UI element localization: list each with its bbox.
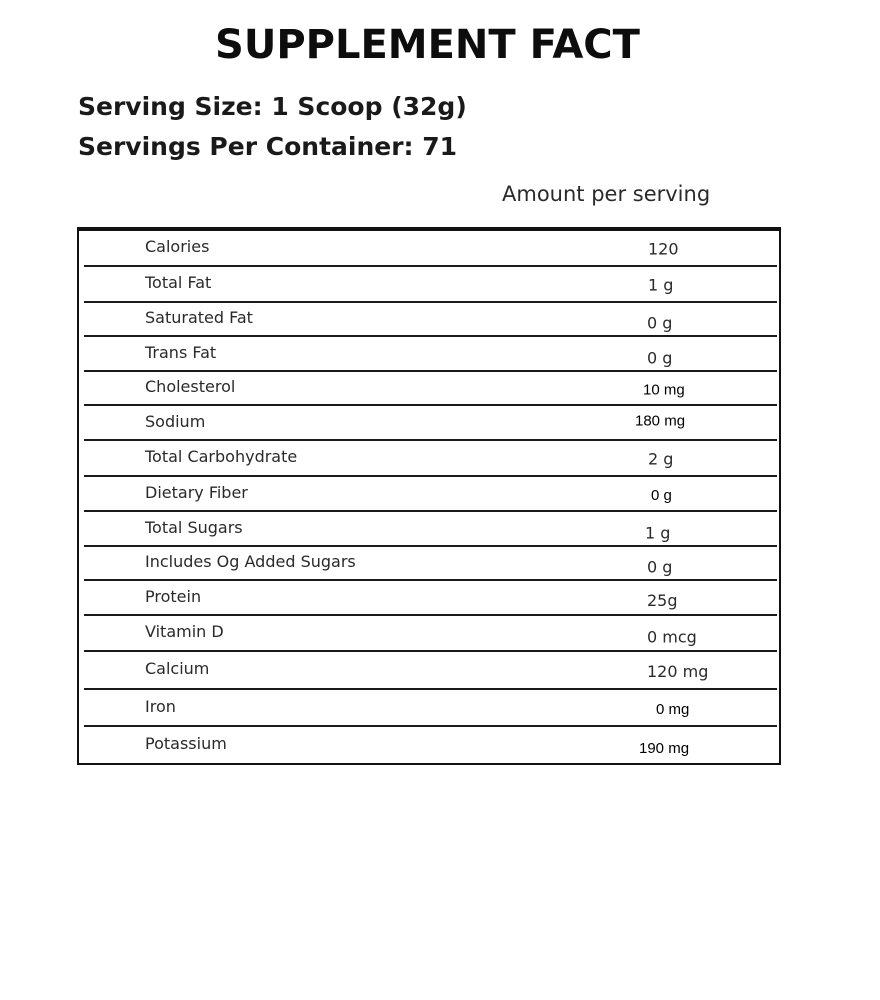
nutrient-name: Trans Fat bbox=[145, 342, 217, 362]
nutrient-name: Calories bbox=[145, 236, 210, 256]
nutrient-amount: 0 mg bbox=[656, 700, 690, 718]
nutrient-amount: 0 mcg bbox=[647, 627, 697, 647]
nutrient-amount: 190 mg bbox=[639, 740, 690, 758]
nutrient-name: Total Fat bbox=[145, 272, 212, 292]
table-row bbox=[84, 231, 777, 267]
table-row bbox=[84, 690, 777, 727]
nutrient-amount: 0 g bbox=[647, 557, 673, 577]
table-row bbox=[84, 477, 777, 512]
nutrient-name: Vitamin D bbox=[145, 621, 224, 641]
nutrient-amount: 0 g bbox=[651, 486, 672, 504]
nutrient-amount: 180 mg bbox=[635, 411, 686, 429]
nutrient-amount: 25g bbox=[647, 590, 678, 610]
nutrient-amount: 1 g bbox=[645, 522, 671, 542]
amount-per-serving-header: Amount per serving bbox=[502, 182, 711, 206]
nutrient-name: Iron bbox=[145, 696, 176, 716]
nutrient-amount: 120 mg bbox=[647, 662, 709, 682]
servings-per-container: Servings Per Container: 71 bbox=[78, 132, 458, 161]
table-row bbox=[84, 372, 777, 406]
table-row bbox=[84, 581, 777, 616]
page-title: SUPPLEMENT FACT bbox=[215, 22, 640, 68]
nutrient-name: Calcium bbox=[145, 658, 210, 678]
nutrient-name: Total Carbohydrate bbox=[145, 446, 298, 466]
nutrient-amount: 2 g bbox=[648, 449, 674, 469]
nutrient-amount: 120 bbox=[648, 239, 679, 259]
table-row bbox=[84, 652, 777, 690]
table-row bbox=[84, 441, 777, 477]
table-row bbox=[84, 727, 777, 763]
nutrient-amount: 0 g bbox=[647, 313, 673, 333]
nutrient-name: Saturated Fat bbox=[145, 307, 253, 327]
nutrient-name: Sodium bbox=[145, 411, 206, 431]
nutrient-name: Protein bbox=[145, 586, 202, 606]
serving-size: Serving Size: 1 Scoop (32g) bbox=[78, 92, 467, 121]
nutrient-name: Dietary Fiber bbox=[145, 482, 248, 502]
table-row bbox=[84, 303, 777, 337]
nutrient-name: Total Sugars bbox=[145, 517, 243, 537]
table-row bbox=[84, 406, 777, 441]
table-row bbox=[84, 337, 777, 372]
table-row bbox=[84, 267, 777, 303]
nutrition-facts-table bbox=[77, 227, 781, 765]
nutrient-name: Includes Og Added Sugars bbox=[145, 551, 356, 571]
nutrient-name: Cholesterol bbox=[145, 376, 236, 396]
nutrient-amount: 10 mg bbox=[643, 381, 685, 399]
table-row bbox=[84, 616, 777, 652]
nutrient-amount: 0 g bbox=[647, 347, 673, 367]
table-row bbox=[84, 512, 777, 547]
table-row bbox=[84, 547, 777, 581]
nutrient-name: Potassium bbox=[145, 733, 227, 753]
nutrient-amount: 1 g bbox=[648, 275, 674, 295]
